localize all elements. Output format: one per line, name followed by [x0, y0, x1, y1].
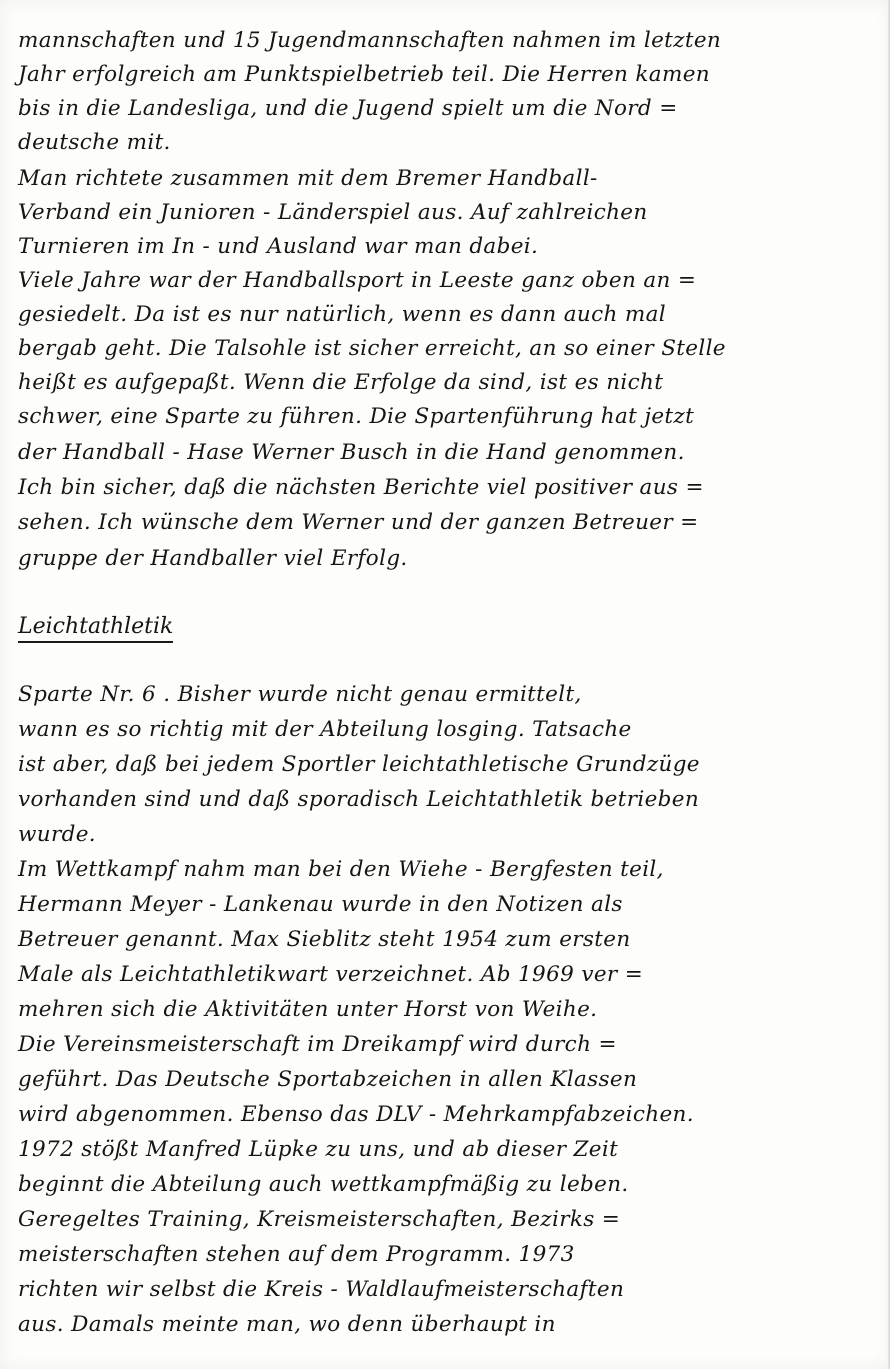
text-line: Im Wettkampf nahm man bei den Wiehe - Bergfesten teil,	[18, 857, 664, 882]
text-line: beginnt die Abteilung auch wettkampfmäßig zu leben.	[18, 1172, 629, 1197]
section-heading: Leichtathletik	[18, 616, 173, 643]
text-line: mehren sich die Aktivitäten unter Horst von Weihe.	[18, 997, 598, 1022]
text-line: heißt es aufgepaßt. Wenn die Erfolge da sind, ist es nicht	[18, 370, 664, 395]
text-line: Man richtete zusammen mit dem Bremer Handball-	[18, 166, 598, 191]
text-line: Sparte Nr. 6 . Bisher wurde nicht genau ermittelt,	[18, 682, 582, 707]
text-line: sehen. Ich wünsche dem Werner und der ganzen Betreuer =	[18, 510, 699, 535]
text-line: Jahr erfolgreich am Punktspielbetrieb teil. Die Herren kamen	[18, 62, 710, 87]
text-line: vorhanden sind und daß sporadisch Leichtathletik betrieben	[18, 787, 700, 812]
text-line: richten wir selbst die Kreis - Waldlaufmeisterschaften	[18, 1277, 625, 1302]
text-line: ist aber, daß bei jedem Sportler leichtathletische Grundzüge	[18, 752, 700, 777]
text-line: wann es so richtig mit der Abteilung losging. Tatsache	[18, 717, 632, 742]
text-line: Hermann Meyer - Lankenau wurde in den Notizen als	[18, 892, 623, 917]
text-line: Turnieren im In - und Ausland war man dabei.	[18, 234, 539, 259]
text-line: gesiedelt. Da ist es nur natürlich, wenn es dann auch mal	[18, 302, 666, 327]
text-line: 1972 stößt Manfred Lüpke zu uns, und ab dieser Zeit	[18, 1137, 619, 1162]
text-line: bis in die Landesliga, und die Jugend spielt um die Nord =	[18, 96, 678, 121]
text-line: wird abgenommen. Ebenso das DLV - Mehrkampfabzeichen.	[18, 1102, 694, 1127]
text-line: Ich bin sicher, daß die nächsten Berichte viel positiver aus =	[18, 475, 704, 500]
text-line: Viele Jahre war der Handballsport in Leeste ganz oben an =	[18, 268, 697, 293]
text-line: deutsche mit.	[18, 130, 171, 155]
text-line: der Handball - Hase Werner Busch in die Hand genommen.	[18, 440, 685, 465]
text-line: Geregeltes Training, Kreismeisterschaften, Bezirks =	[18, 1207, 621, 1232]
text-line: schwer, eine Sparte zu führen. Die Spartenführung hat jetzt	[18, 404, 695, 429]
text-line: Male als Leichtathletikwart verzeichnet. Ab 1969 ver =	[18, 962, 644, 987]
text-line: Verband ein Junioren - Länderspiel aus. Auf zahlreichen	[18, 200, 648, 225]
text-line: gruppe der Handballer viel Erfolg.	[18, 546, 408, 571]
text-line: Die Vereinsmeisterschaft im Dreikampf wird durch =	[18, 1032, 617, 1057]
text-line: bergab geht. Die Talsohle ist sicher erreicht, an so einer Stelle	[18, 336, 726, 361]
text-line: mannschaften und 15 Jugendmannschaften nahmen im letzten	[18, 28, 722, 53]
text-line: aus. Damals meinte man, wo denn überhaupt in	[18, 1312, 556, 1337]
text-line: wurde.	[18, 822, 96, 847]
text-line: meisterschaften stehen auf dem Programm. 1973	[18, 1242, 575, 1267]
text-line: geführt. Das Deutsche Sportabzeichen in allen Klassen	[18, 1067, 638, 1092]
text-line: Betreuer genannt. Max Sieblitz steht 1954 zum ersten	[18, 927, 631, 952]
